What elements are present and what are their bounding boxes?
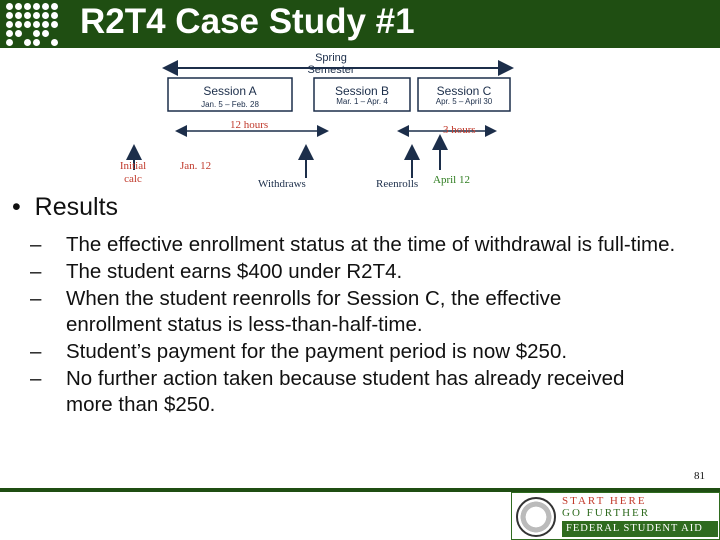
header-bar bbox=[0, 0, 720, 48]
timeline-diagram bbox=[0, 52, 720, 202]
initial-calc-label: Initial calc bbox=[119, 160, 147, 185]
logo-dot bbox=[51, 39, 58, 46]
brand-wordmark bbox=[562, 495, 718, 539]
session-a-dates: Jan. 5 – Feb. 28 bbox=[201, 100, 259, 109]
page-number: 81 bbox=[694, 470, 705, 482]
department-seal-icon bbox=[516, 497, 556, 537]
semester-label: Spring Semester bbox=[307, 52, 355, 76]
logo-dot bbox=[33, 3, 40, 10]
fsa-brand-logo bbox=[511, 492, 720, 540]
list-item: – No further action taken because student has already received more than $250. bbox=[30, 367, 625, 416]
logo-dot bbox=[15, 21, 22, 28]
logo-dot bbox=[6, 21, 13, 28]
session-c-dates: Apr. 5 – April 30 bbox=[435, 97, 493, 106]
logo-dot bbox=[33, 21, 40, 28]
logo-dot bbox=[6, 12, 13, 19]
session-b-name: Session B bbox=[334, 84, 390, 98]
logo-dot bbox=[24, 21, 31, 28]
logo-dot bbox=[24, 39, 31, 46]
logo-dot bbox=[42, 21, 49, 28]
logo-dot bbox=[42, 30, 49, 37]
logo-dot bbox=[51, 21, 58, 28]
logo-dot bbox=[15, 30, 22, 37]
list-item: – The student earns $400 under R2T4. bbox=[30, 260, 403, 283]
logo-dot bbox=[24, 3, 31, 10]
reenroll-date-label: April 12 bbox=[433, 174, 470, 186]
logo-dot bbox=[42, 3, 49, 10]
logo-dot bbox=[15, 12, 22, 19]
session-b-dates: Mar. 1 – Apr. 4 bbox=[336, 97, 388, 106]
logo-dot bbox=[33, 30, 40, 37]
results-heading-text: Results bbox=[34, 193, 119, 221]
logo-dot bbox=[6, 3, 13, 10]
withdraws-label: Withdraws bbox=[258, 178, 306, 190]
page-title: R2T4 Case Study #1 bbox=[80, 2, 415, 41]
brand-line-2: GO FURTHER bbox=[562, 507, 651, 519]
brand-line-3: FEDERAL STUDENT AID bbox=[562, 521, 718, 537]
list-item: – When the student reenrolls for Session C, the effective enrollment status is less-than-half-time. bbox=[30, 287, 562, 336]
list-item: – The effective enrollment status at the time of withdrawal is full-time. bbox=[30, 233, 676, 256]
logo-dot bbox=[42, 12, 49, 19]
result-text: The student earns $400 under R2T4. bbox=[66, 260, 403, 283]
start-date-label: Jan. 12 bbox=[180, 160, 212, 172]
session-c-name: Session C bbox=[436, 84, 492, 98]
brand-line-1: START HERE bbox=[562, 495, 647, 507]
result-text: The effective enrollment status at the time of withdrawal is full-time. bbox=[66, 233, 676, 256]
logo-dot bbox=[51, 12, 58, 19]
reenrolls-label: Reenrolls bbox=[376, 178, 419, 190]
list-item: – Student’s payment for the payment period is now $250. bbox=[30, 340, 568, 363]
logo-dot bbox=[6, 39, 13, 46]
enrollment-label-3-hours: 3 hours bbox=[443, 124, 476, 136]
logo-dot bbox=[51, 3, 58, 10]
results-heading: • Results bbox=[12, 193, 119, 221]
result-text: No further action taken because student has already received more than $250. bbox=[66, 367, 625, 416]
logo-dot bbox=[24, 12, 31, 19]
result-text: When the student reenrolls for Session C, the effective enrollment status is less-than-half-time. bbox=[66, 287, 562, 336]
logo-dot bbox=[6, 30, 13, 37]
session-a-name: Session A bbox=[203, 84, 257, 98]
logo-dot bbox=[33, 39, 40, 46]
logo-dot bbox=[15, 3, 22, 10]
logo-dot bbox=[33, 12, 40, 19]
header-divider bbox=[0, 48, 720, 51]
result-text: Student’s payment for the payment period is now $250. bbox=[66, 340, 568, 363]
dot-grid-logo-icon bbox=[2, 0, 62, 48]
enrollment-label-12-hours: 12 hours bbox=[230, 119, 269, 131]
results-list bbox=[30, 232, 700, 419]
